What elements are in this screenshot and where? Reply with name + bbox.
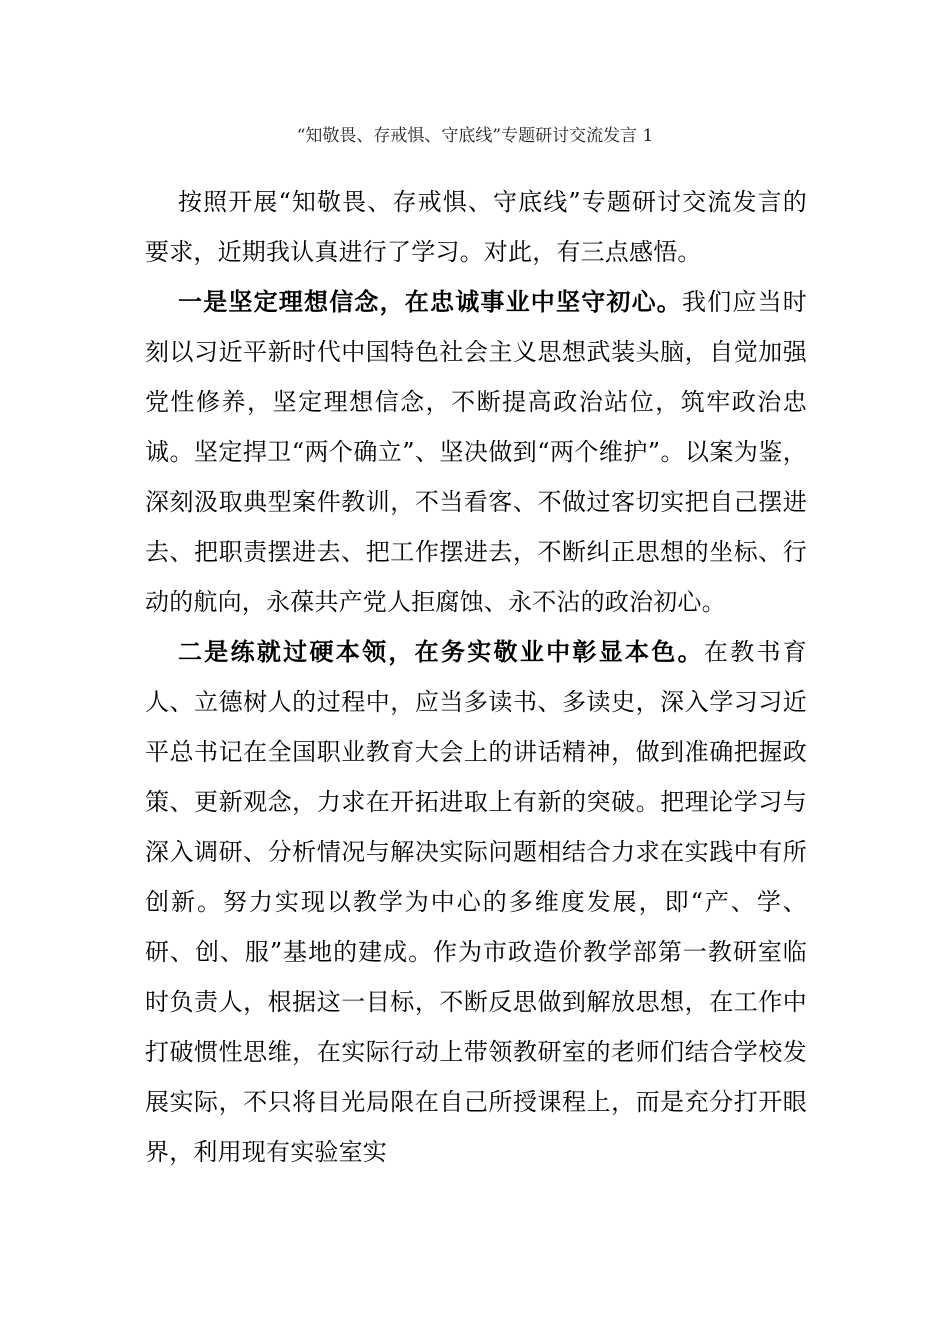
paragraph-text: 在教书育人、立德树人的过程中，应当多读书、多读史，深入学习习近平总书记在全国职业教育大会上的讲话精神，做到准确把握政策、更新观念，力求在开拓进取上有新的突破。把理论学习与深入调研、分析情况与解决实际问题相结合力求在实践中有所创新。努力实现以教学为中心的多维度发展，即“产、学、研、创、服”基地的建成。作为市政造价教学部第一教研室临时负责人，根据这一目标，不断反思做到解放思想，在工作中打破惯性思维，在实际行动上带领教研室的老师们结合学校发展实际，不只将目光局限在自己所授课程上，而是充分打开眼界，利用现有实验室实: [145, 638, 807, 1166]
paragraph-text: 按照开展“知敬畏、存戒惧、守底线”专题研讨交流发言的要求，近期我认真进行了学习。对此，有三点感悟。: [145, 188, 807, 266]
paragraph-lead: 一是坚定理想信念，在忠诚事业中坚守初心。: [178, 288, 682, 316]
page-header: “知敬畏、存戒惧、守底线”专题研讨交流发言 1: [296, 126, 654, 146]
document-body: [145, 177, 807, 1177]
paragraph-point-one: [145, 277, 807, 627]
paragraph-lead: 二是练就过硬本领，在务实敬业中彰显本色。: [178, 638, 704, 666]
paragraph-intro: [145, 177, 807, 277]
paragraph-text: 我们应当时刻以习近平新时代中国特色社会主义思想武装头脑，自觉加强党性修养，坚定理想信念，不断提高政治站位，筑牢政治忠诚。坚定捍卫“两个确立”、坚决做到“两个维护”。以案为鉴，深刻汲取典型案件教训，不当看客、不做过客切实把自己摆进去、把职责摆进去、把工作摆进去，不断纠正思想的坐标、行动的航向，永葆共产党人拒腐蚀、永不沾的政治初心。: [145, 288, 807, 616]
paragraph-point-two: [145, 627, 807, 1177]
